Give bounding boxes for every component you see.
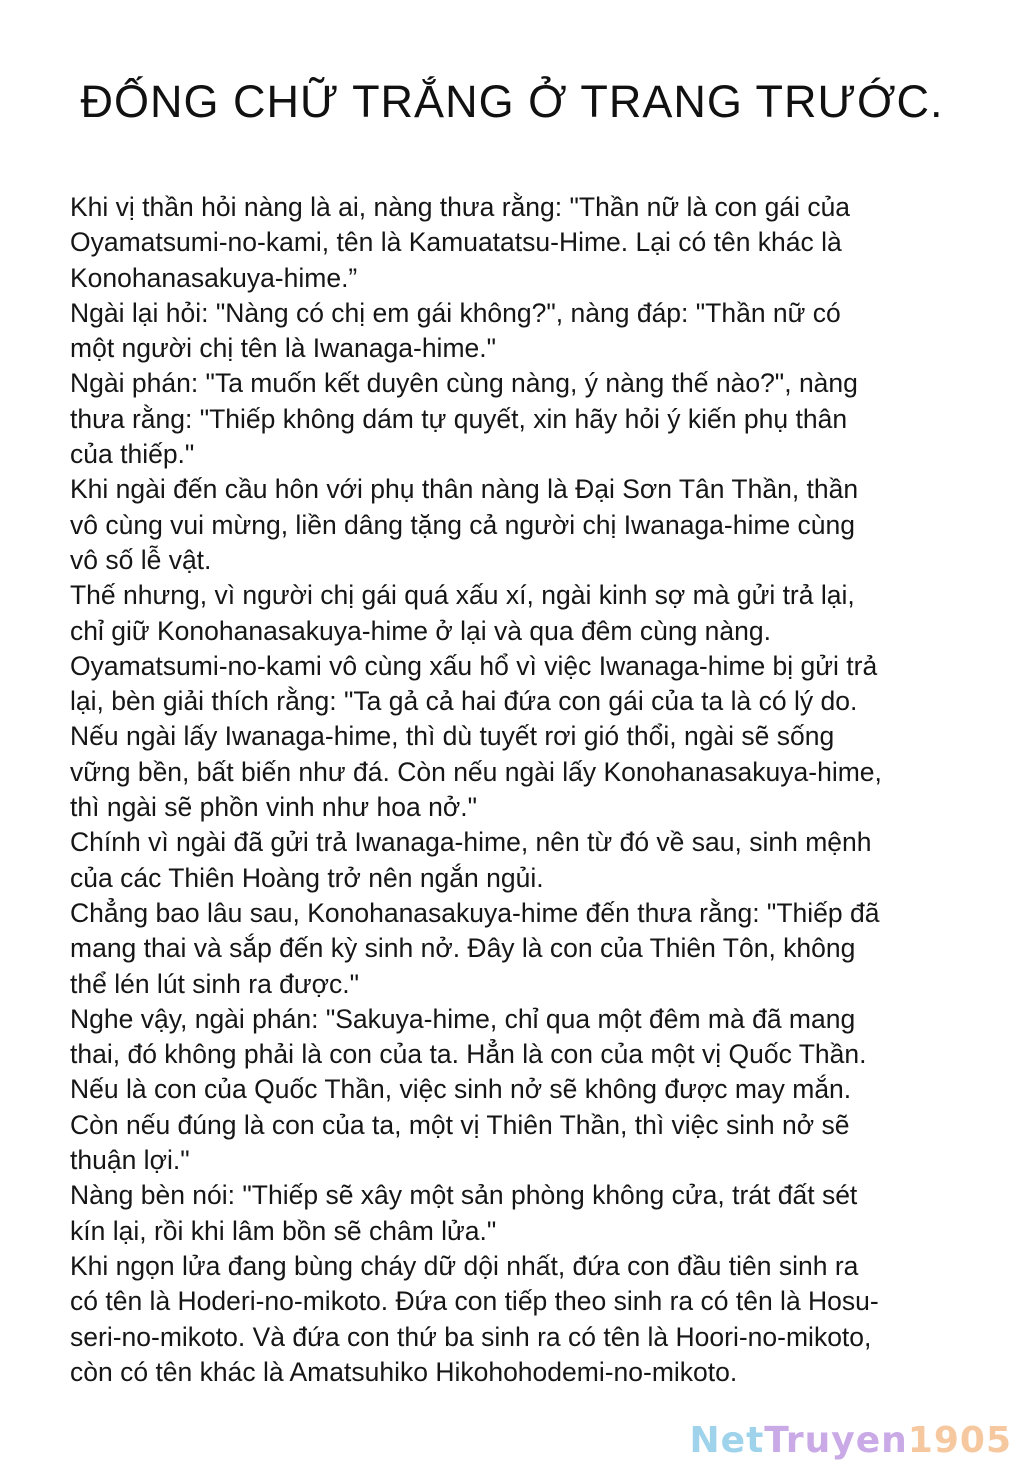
text-line: Nếu ngài lấy Iwanaga-hime, thì dù tuyết rơi gió thổi, ngài sẽ sống [70,721,835,752]
text-line: thuận lợi." [70,1145,190,1176]
text-line: Chẳng bao lâu sau, Konohanasakuya-hime đến thưa rằng: "Thiếp đã [70,897,880,928]
text-line: Nàng bèn nói: "Thiếp sẽ xây một sản phòng không cửa, trát đất sét [70,1180,858,1211]
text-line: Oyamatsumi-no-kami vô cùng xấu hổ vì việc Iwanaga-hime bị gửi trả [70,650,878,681]
text-line: vững bền, bất biến như đá. Còn nếu ngài lấy Konohanasakuya-hime, [70,756,882,787]
text-line: lại, bèn giải thích rằng: "Ta gả cả hai đứa con gái của ta là có lý do. [70,686,858,717]
text-line: Thế nhưng, vì người chị gái quá xấu xí, ngài kinh sợ mà gửi trả lại, [70,580,855,611]
text-line: Chính vì ngài đã gửi trả Iwanaga-hime, nên từ đó về sau, sinh mệnh [70,827,872,858]
text-line: Oyamatsumi-no-kami, tên là Kamuatatsu-Hime. Lại có tên khác là [70,227,842,258]
text-line: Khi ngài đến cầu hôn với phụ thân nàng là Đại Sơn Tân Thần, thần [70,474,859,505]
text-line: kín lại, rồi khi lâm bồn sẽ châm lửa." [70,1215,497,1246]
text-line: Ngài lại hỏi: "Nàng có chị em gái không?", nàng đáp: "Thần nữ có [70,297,841,328]
text-line: có tên là Hoderi-no-mikoto. Đứa con tiếp theo sinh ra có tên là Hosu- [70,1286,879,1317]
text-line: thể lén lút sinh ra được." [70,968,360,999]
watermark-part-truyen: Truyen [764,1420,908,1461]
text-line: Konohanasakuya-hime.” [70,262,358,293]
text-line: thưa rằng: "Thiếp không dám tự quyết, xin hãy hỏi ý kiến phụ thân [70,403,848,434]
text-line: Nếu là con của Quốc Thần, việc sinh nở sẽ không được may mắn. [70,1074,852,1105]
text-line: còn có tên khác là Amatsuhiko Hikohohodemi-no-mikoto. [70,1356,738,1387]
text-line: chỉ giữ Konohanasakuya-hime ở lại và qua đêm cùng nàng. [70,615,771,646]
story-text-block [70,190,965,1390]
text-line: của thiếp." [70,439,195,470]
text-line: vô số lễ vật. [70,544,212,575]
text-line: Ngài phán: "Ta muốn kết duyên cùng nàng, ý nàng thế nào?", nàng [70,368,858,399]
watermark-part-number: 1905 [907,1420,1012,1461]
text-line: thì ngài sẽ phồn vinh như hoa nở." [70,792,477,823]
text-line: một người chị tên là Iwanaga-hime." [70,333,497,364]
text-line: vô cùng vui mừng, liền dâng tặng cả người chị Iwanaga-hime cùng [70,509,856,540]
text-line: Khi ngọn lửa đang bùng cháy dữ dội nhất, đứa con đầu tiên sinh ra [70,1250,859,1281]
page-heading: ĐỐNG CHỮ TRẮNG Ở TRANG TRƯỚC. [80,76,944,127]
text-line: thai, đó không phải là con của ta. Hẳn là con của một vị Quốc Thần. [70,1039,867,1070]
watermark-part-net: Net [689,1420,765,1461]
text-line: seri-no-mikoto. Và đứa con thứ ba sinh ra có tên là Hoori-no-mikoto, [70,1321,872,1352]
text-line: Còn nếu đúng là con của ta, một vị Thiên Thần, thì việc sinh nở sẽ [70,1109,850,1140]
text-line: mang thai và sắp đến kỳ sinh nở. Đây là con của Thiên Tôn, không [70,933,856,964]
site-watermark [690,1420,1012,1461]
text-line: Nghe vậy, ngài phán: "Sakuya-hime, chỉ qua một đêm mà đã mang [70,1003,856,1034]
text-line: của các Thiên Hoàng trở nên ngắn ngủi. [70,862,544,893]
text-line: Khi vị thần hỏi nàng là ai, nàng thưa rằng: "Thần nữ là con gái của [70,192,851,222]
